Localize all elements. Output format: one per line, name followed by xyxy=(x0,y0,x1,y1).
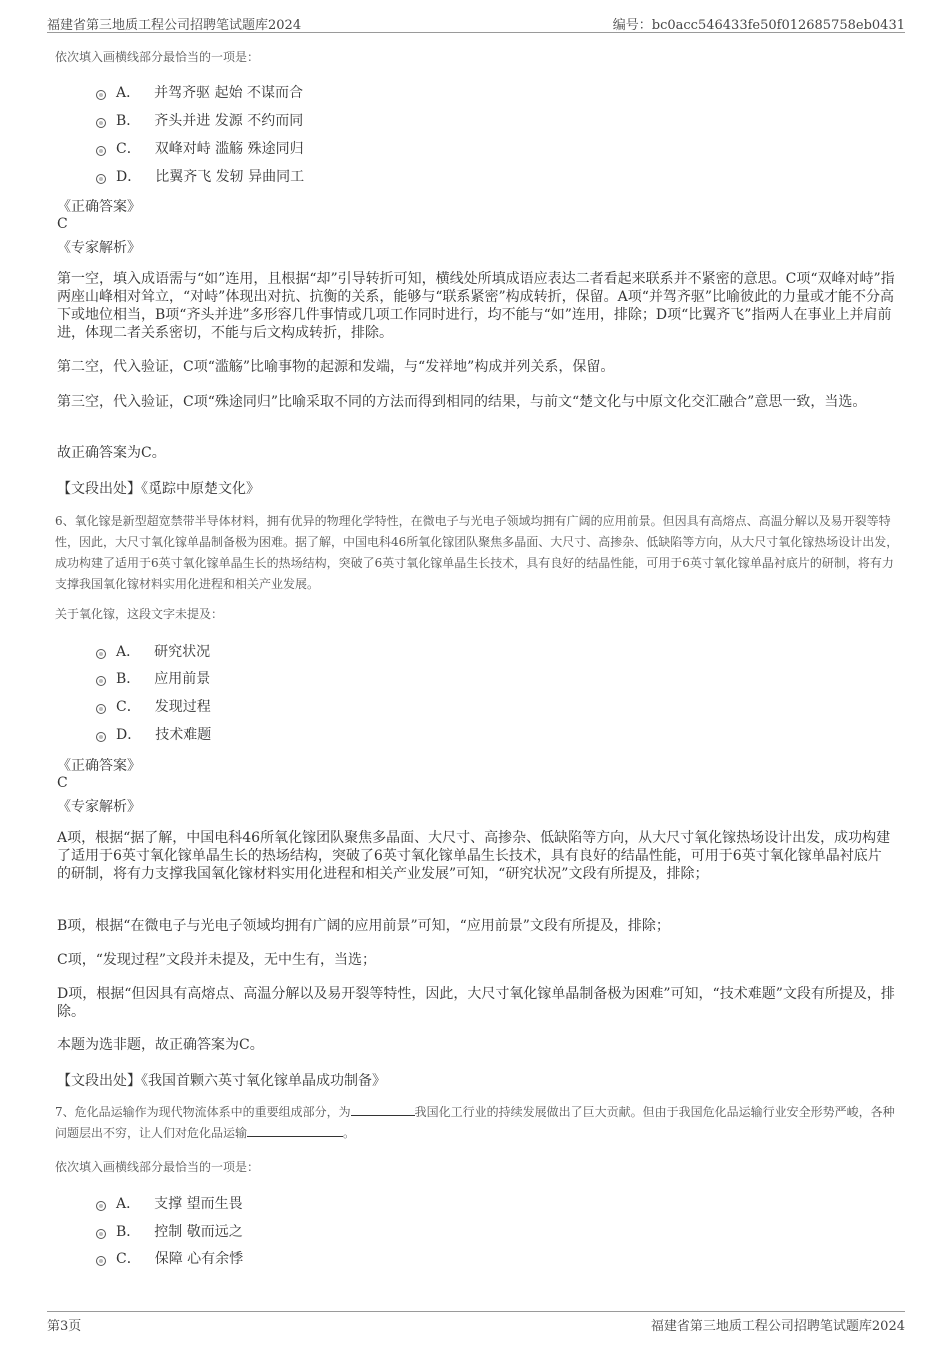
q6-analysis-paragraph: B项，根据“在微电子与光电子领域均拥有广阔的应用前景”可知，“应用前景”文段有所提及，排除； xyxy=(57,918,670,934)
radio-icon[interactable] xyxy=(96,1201,106,1211)
q5-analysis-paragraph: 第三空，代入验证，C项“殊途同归”比喻采取不同的方法而得到相同的结果，与前文“楚文化与中原文化交汇融合”意思一致，当选。 xyxy=(57,394,867,410)
radio-icon[interactable] xyxy=(96,146,106,156)
blank-line xyxy=(247,1124,343,1137)
q7-option-c[interactable]: C． 保障 心有余悸 xyxy=(96,1248,243,1268)
q6-option-c[interactable]: C． 发现过程 xyxy=(96,696,211,716)
q6-option-d[interactable]: D． 技术难题 xyxy=(96,724,211,744)
radio-icon[interactable] xyxy=(96,1229,106,1239)
q7-option-a[interactable]: A． 支撑 望而生畏 xyxy=(96,1193,243,1213)
q6-option-b[interactable]: B． 应用前景 xyxy=(96,668,210,688)
q5-option-b[interactable]: B． 齐头并进 发源 不约而同 xyxy=(96,110,303,130)
q7-stem: 7、危化品运输作为现代物流体系中的重要组成部分，为 我国化工行业的持续发展做出了巨大贡献。但由于我国危化品运输行业安全形势严峻，各种问题层出不穷，让人们对危化品运输 。 xyxy=(55,1105,895,1140)
header-doc-id: 编号：bc0acc546433fe50f012685758eb0431 xyxy=(612,18,905,33)
q7-option-b[interactable]: B． 控制 敬而远之 xyxy=(96,1221,243,1241)
radio-icon[interactable] xyxy=(96,118,106,128)
q6-analysis-label: 《专家解析》 xyxy=(57,799,141,815)
q6-source: 【文段出处】《我国首颗六英寸氧化镓单晶成功制备》 xyxy=(57,1073,386,1089)
page-footer xyxy=(47,1311,905,1336)
page-header xyxy=(47,10,905,33)
blank-line xyxy=(351,1103,415,1116)
q5-analysis-label: 《专家解析》 xyxy=(57,240,141,256)
q5-option-d[interactable]: D． 比翼齐飞 发轫 异曲同工 xyxy=(96,166,304,186)
q5-option-c[interactable]: C． 双峰对峙 滥觞 殊途同归 xyxy=(96,138,304,158)
radio-icon[interactable] xyxy=(96,704,106,714)
q5-answer: C xyxy=(57,216,68,232)
radio-icon[interactable] xyxy=(96,1256,106,1266)
page-number: 第3页 xyxy=(47,1319,82,1334)
q6-analysis-paragraph: D项，根据“但因具有高熔点、高温分解以及易开裂等特性，因此，大尺寸氧化镓单晶制备极为困难”可知，“技术难题”文段有所提及，排除。 xyxy=(57,986,895,1020)
q5-analysis-paragraph: 第二空，代入验证，C项“滥觞”比喻事物的起源和发端，与“发祥地”构成并列关系，保留。 xyxy=(57,359,615,375)
radio-icon[interactable] xyxy=(96,90,106,100)
q6-analysis-paragraph: C项，“发现过程”文段并未提及，无中生有，当选； xyxy=(57,952,377,968)
q5-analysis-paragraph: 第一空，填入成语需与“如”连用，且根据“却”引导转折可知，横线处所填成语应表达二者看起来联系并不紧密的意思。C项“双峰对峙”指两座山峰相对耸立，“对峙”体现出对抗、抗衡的关系，能够与“联系紧密”构成转折，保留。A项“并驾齐驱”比喻彼此的力量或才能不分高下或地位相当，B项“齐头并进”多形容几件事情或几项工作同时进行，均不能与“如”连用，排除；D项“比翼齐飞”指两人在事业上并肩前进，体现二者关系密切，不能与后文构成转折，排除。 xyxy=(57,271,895,341)
header-title: 福建省第三地质工程公司招聘笔试题库2024 xyxy=(47,18,302,33)
q6-analysis-paragraph: 本题为选非题，故正确答案为C。 xyxy=(57,1037,264,1053)
q5-answer-label: 《正确答案》 xyxy=(57,199,141,215)
q6-answer: C xyxy=(57,775,68,791)
q5-source: 【文段出处】《觅踪中原楚文化》 xyxy=(57,481,260,497)
footer-title: 福建省第三地质工程公司招聘笔试题库2024 xyxy=(650,1319,905,1334)
q6-option-a[interactable]: A． 研究状况 xyxy=(96,641,210,661)
q5-analysis-paragraph: 故正确答案为C。 xyxy=(57,445,166,461)
radio-icon[interactable] xyxy=(96,174,106,184)
q5-option-a[interactable]: A． 并驾齐驱 起始 不谋而合 xyxy=(96,82,303,102)
q7-prompt: 依次填入画横线部分最恰当的一项是： xyxy=(55,1160,260,1174)
q6-analysis-paragraph: A项，根据“据了解，中国电科46所氧化镓团队聚焦多晶面、大尺寸、高掺杂、低缺陷等方向，从大尺寸氧化镓热场设计出发，成功构建了适用于6英寸氧化镓单晶生长的热场结构，突破了6英寸氧化镓单晶生长技术，具有良好的结晶性能，可用于6英寸氧化镓单晶衬底片的研制，将有力支撑我国氧化镓材料实用化进程和相关产业发展”可知，“研究状况”文段有所提及，排除； xyxy=(57,830,891,882)
q6-stem: 6、氧化镓是新型超宽禁带半导体材料，拥有优异的物理化学特性，在微电子与光电子领域均拥有广阔的应用前景。但因具有高熔点、高温分解以及易开裂等特性，因此，大尺寸氧化镓单晶制备极为困难。据了解，中国电科46所氧化镓团队聚焦多晶面、大尺寸、高掺杂、低缺陷等方向，从大尺寸氧化镓热场设计出发，成功构建了适用于6英寸氧化镓单晶生长的热场结构，突破了6英寸氧化镓单晶生长技术，具有良好的结晶性能，可用于6英寸氧化镓单晶衬底片的研制，将有力支撑我国氧化镓材料实用化进程和相关产业发展。 xyxy=(55,514,899,591)
q5-prompt: 依次填入画横线部分最恰当的一项是： xyxy=(55,50,260,64)
q6-prompt: 关于氧化镓，这段文字未提及： xyxy=(55,607,224,621)
radio-icon[interactable] xyxy=(96,649,106,659)
q6-answer-label: 《正确答案》 xyxy=(57,758,141,774)
radio-icon[interactable] xyxy=(96,676,106,686)
radio-icon[interactable] xyxy=(96,732,106,742)
